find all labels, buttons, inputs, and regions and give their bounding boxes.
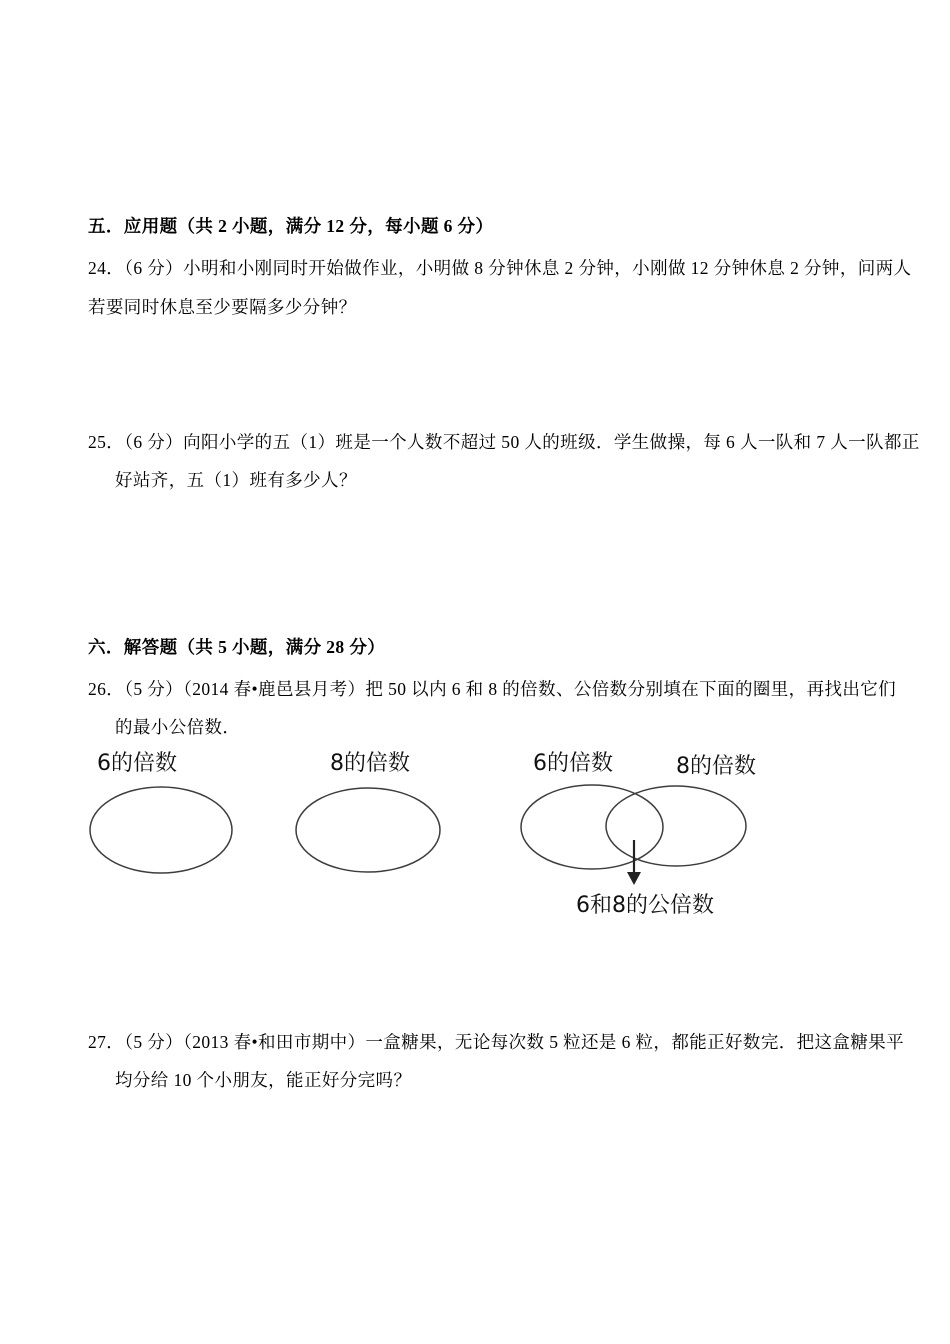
question-25-line-2: 好站齐，五（1）班有多少人？	[115, 470, 357, 490]
diagram-label-multiples-of-6-venn: 6的倍数	[533, 751, 613, 776]
diagram-label-multiples-of-8-venn: 8的倍数	[676, 754, 756, 779]
venn-multiples-of-8-ellipse	[606, 786, 746, 866]
question-25-line-1: 25．（6 分）向阳小学的五（1）班是一个人数不超过 50 人的班级．学生做操，每 6 人一队和 7 人一队都正	[88, 432, 920, 452]
diagram-label-common-multiples: 6和8的公倍数	[576, 893, 714, 918]
section-6-heading: 六．解答题（共 5 小题，满分 28 分）	[88, 637, 386, 657]
question-26-line-2: 的最小公倍数．	[115, 717, 241, 737]
multiples-venn-diagram	[80, 778, 770, 893]
multiples-of-6-ellipse	[90, 787, 232, 873]
section-5-heading: 五．应用题（共 2 小题，满分 12 分，每小题 6 分）	[88, 216, 494, 236]
question-27-line-1: 27．（5 分）（2013 春•和田市期中）一盒糖果，无论每次数 5 粒还是 6 粒，都能正好数完．把这盒糖果平	[88, 1032, 905, 1052]
question-24-line-1: 24．（6 分）小明和小刚同时开始做作业，小明做 8 分钟休息 2 分钟，小刚做 12 分钟休息 2 分钟，问两人	[88, 258, 912, 278]
multiples-of-8-ellipse	[296, 788, 440, 872]
question-27-line-2: 均分给 10 个小朋友，能正好分完吗？	[115, 1070, 412, 1090]
down-arrow-head	[627, 872, 641, 885]
question-24-line-2: 若要同时休息至少要隔多少分钟？	[88, 297, 357, 317]
venn-multiples-of-6-ellipse	[521, 785, 663, 869]
diagram-label-multiples-of-8-single: 8的倍数	[330, 751, 410, 776]
diagram-label-multiples-of-6-single: 6的倍数	[97, 751, 177, 776]
question-26-line-1: 26．（5 分）（2014 春•鹿邑县月考）把 50 以内 6 和 8 的倍数、公倍数分别填在下面的圈里，再找出它们	[88, 679, 897, 699]
